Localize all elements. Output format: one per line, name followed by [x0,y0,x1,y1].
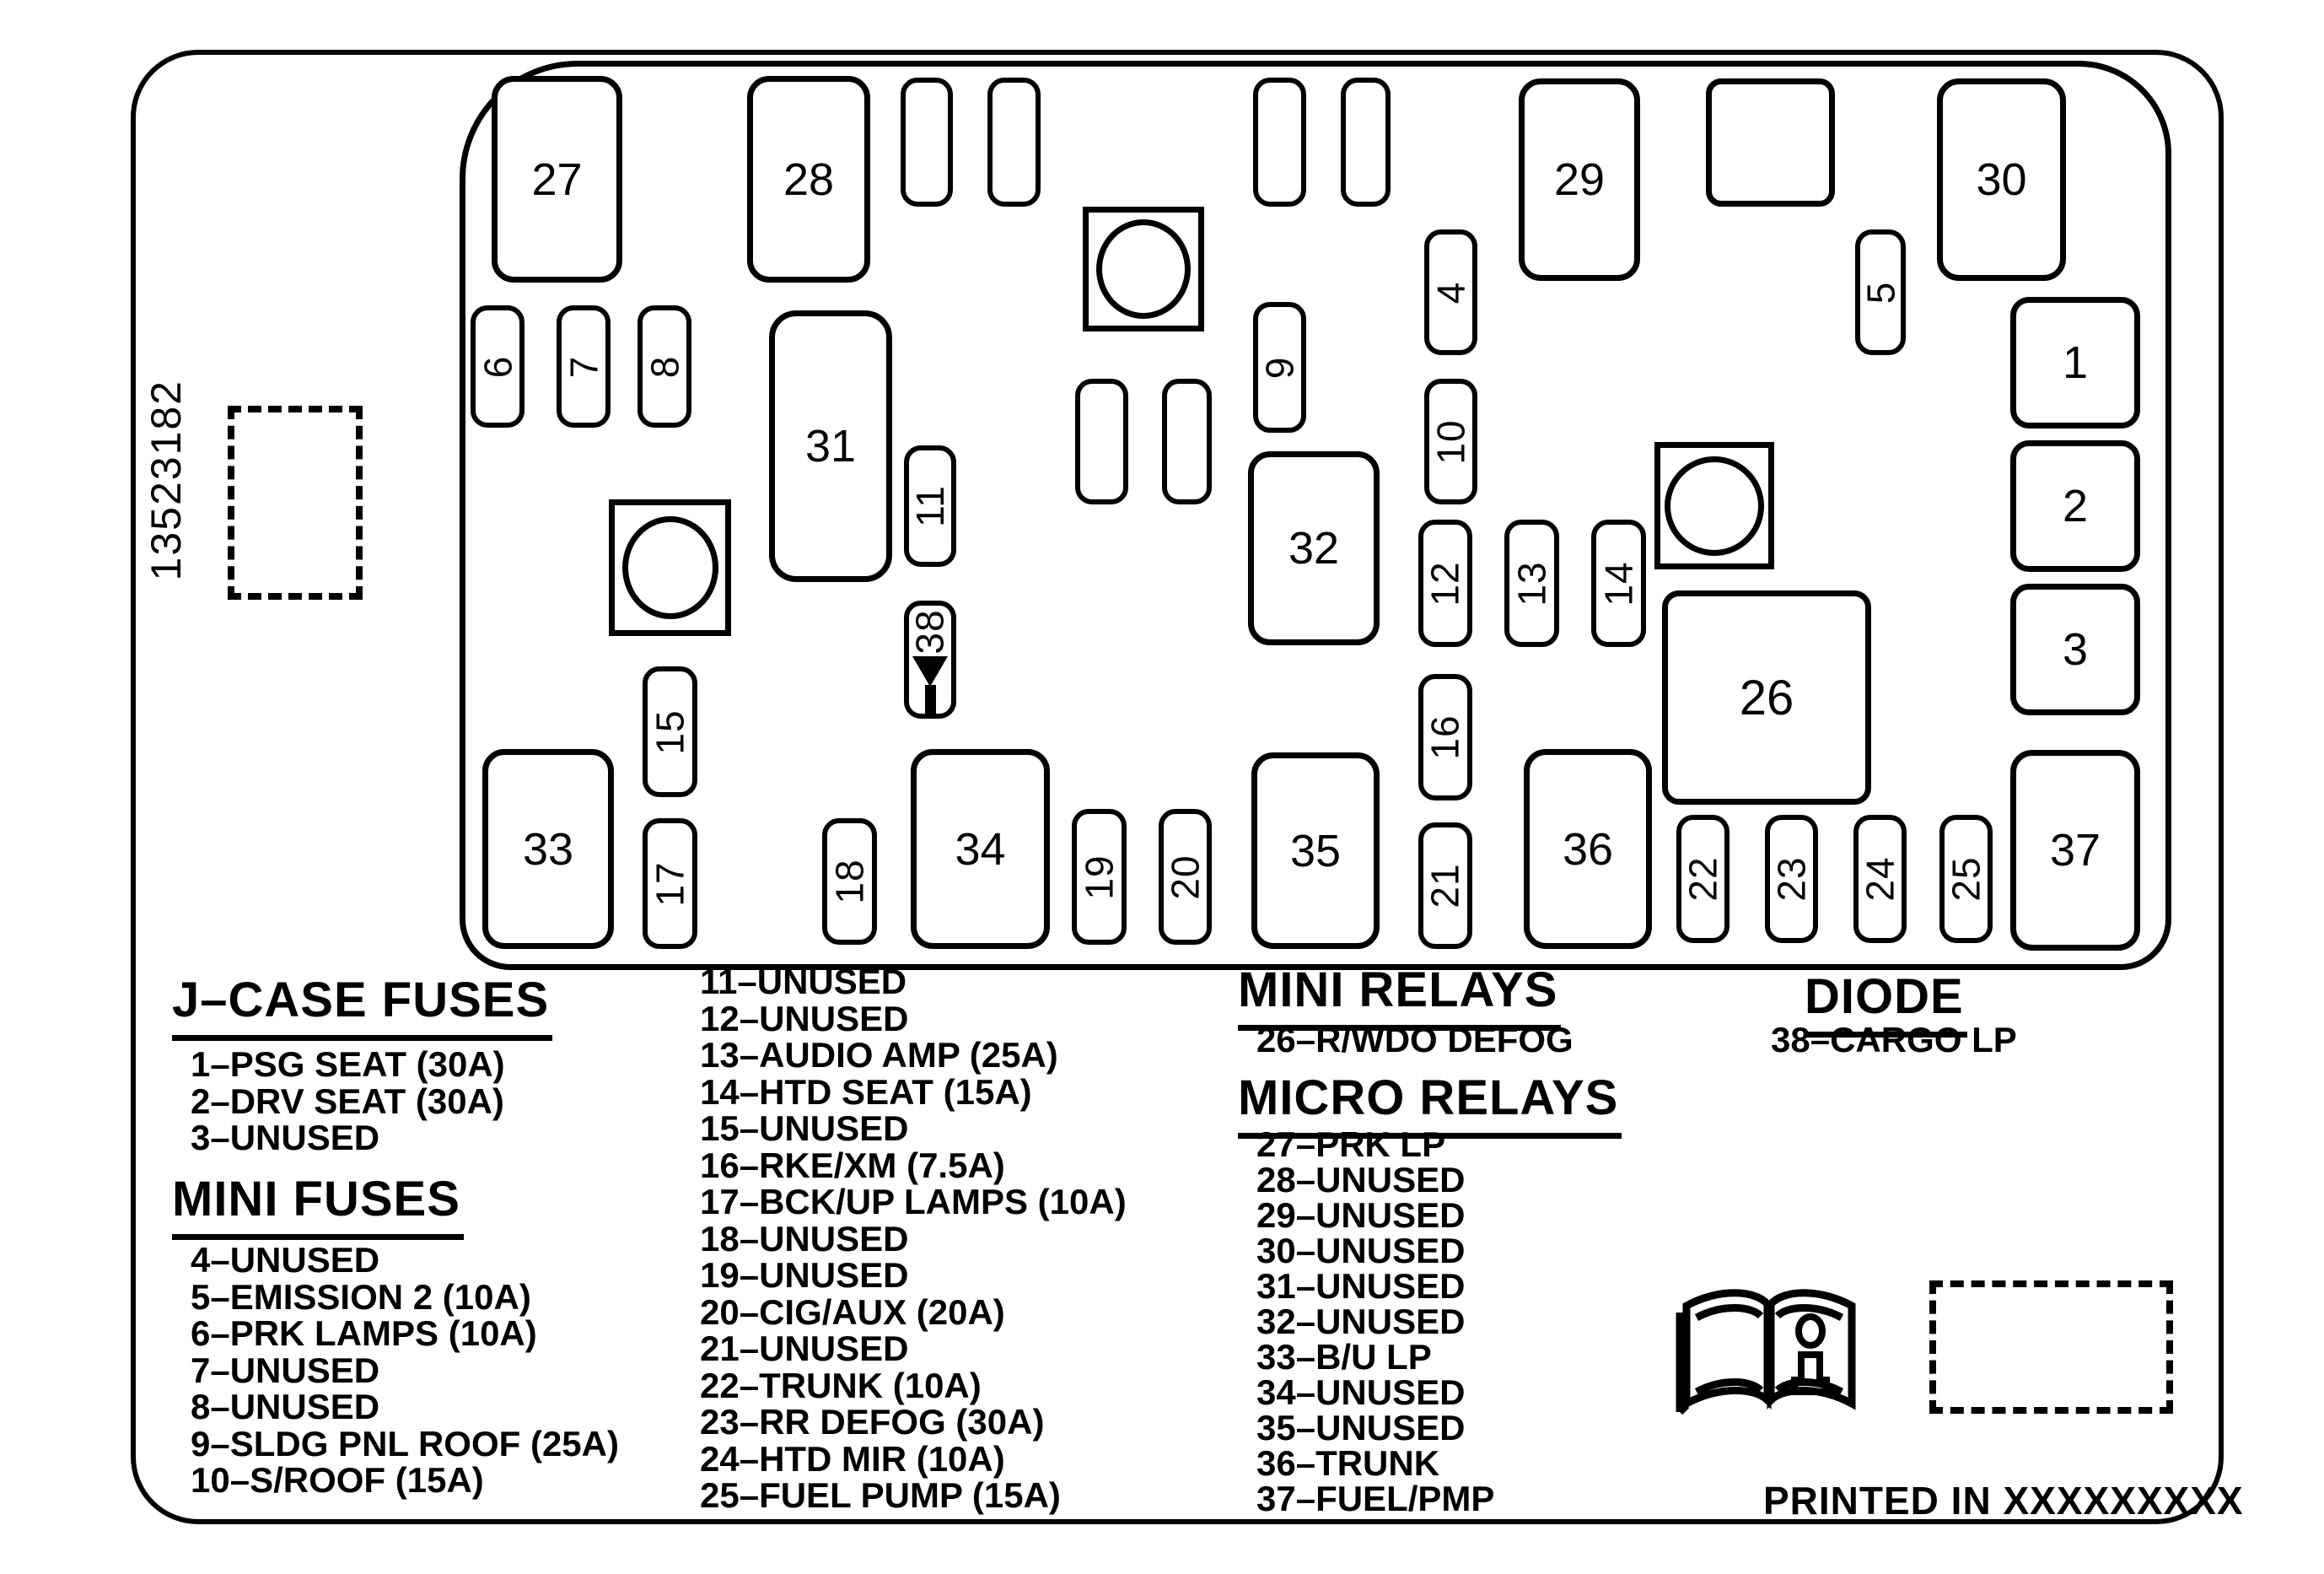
legend-item: 36–TRUNK [1256,1443,1440,1483]
legend-item: 32–UNUSED [1256,1302,1466,1341]
part-number-text: 13523182 [143,379,190,581]
fuse-7 [557,305,611,428]
legend-item: 33–B/U LP [1256,1337,1432,1377]
legend-item: 24–HTD MIR (10A) [700,1438,1005,1479]
fuse-11-label: 11 [907,485,952,527]
fuse-38 [904,601,956,719]
relay-socket-circle [1654,442,1774,569]
part-number [142,368,191,592]
legend-mini-relays-items [1256,1022,1574,1058]
legend-item: 12–UNUSED [700,998,909,1038]
socket-circle-icon [622,516,718,619]
legend-micro-relays-items [1256,1124,1495,1518]
fuse-16 [1418,674,1472,800]
fuse-22 [1676,815,1730,943]
legend-item: 17–BCK/UP LAMPS (10A) [700,1182,1127,1221]
fuse-6-label: 6 [476,355,519,378]
legend-item: 26–R/WDO DEFOG [1256,1020,1574,1059]
fuse-32-label: 32 [1288,523,1340,574]
fuse-19 [1072,809,1127,945]
fuse-29 [1519,78,1640,281]
fuse-37 [2010,750,2140,951]
placeholder-box-left [228,406,363,600]
legend-diode-title: DIODE [1805,968,1967,1038]
fuse-33 [482,749,614,949]
fuse-20 [1159,809,1212,945]
fuse-slot-blank [901,78,953,207]
legend-item: 21–UNUSED [700,1329,909,1368]
fuse-7-label: 7 [562,355,605,378]
relay-socket-blank [1706,78,1835,207]
fuse-26-label: 26 [1739,670,1794,725]
open-book-info-icon [1673,1282,1865,1424]
fuse-slot-blank [987,78,1041,207]
legend-item: 10–S/ROOF (15A) [191,1460,484,1500]
socket-circle-icon [1096,219,1191,319]
fuse-32 [1248,451,1380,645]
fuse-28 [747,76,870,283]
printed-in-note: PRINTED IN XXXXXXXXX [1763,1479,2244,1523]
legend-mini-col2-items [700,963,1127,1514]
fuse-slot-blank [1253,78,1306,207]
fuse-27-label: 27 [531,154,583,205]
fuse-31-label: 31 [804,421,857,472]
legend-item: 4–UNUSED [191,1240,380,1280]
legend-jcase-items [191,1046,505,1156]
fuse-16-label: 16 [1423,714,1468,760]
fuse-23-label: 23 [1769,856,1814,902]
relay-socket-circle [1083,207,1204,332]
fuse-18 [822,818,877,945]
fuse-9 [1253,302,1306,433]
fuse-34 [911,749,1050,949]
down-arrow-icon [912,656,948,714]
fuse-14 [1591,520,1646,647]
fuse-slot-blank [1162,379,1212,504]
fuse-1 [2010,297,2140,429]
legend-item: 20–CIG/AUX (20A) [700,1291,1005,1332]
fuse-30-label: 30 [1976,154,2027,205]
fuse-13-label: 13 [1509,560,1554,606]
fuse-2 [2010,440,2140,572]
fuse-36-label: 36 [1562,823,1614,875]
legend-item: 29–UNUSED [1256,1195,1466,1235]
fuse-19-label: 19 [1077,854,1122,900]
fuse-15-label: 15 [648,709,692,755]
legend-item: 37–FUEL/PMP [1256,1479,1495,1518]
legend-mini-relays-title: MINI RELAYS [1238,962,1561,1031]
fuse-35-label: 35 [1289,825,1342,876]
fuse-24 [1853,815,1907,943]
legend-item: 31–UNUSED [1256,1266,1466,1306]
fuse-33-label: 33 [522,823,574,875]
fuse-8 [637,305,691,428]
fuse-17-label: 17 [648,860,692,907]
fuse-4-label: 4 [1428,281,1473,304]
fuse-25-label: 25 [1944,856,1988,902]
fuse-21-label: 21 [1423,863,1468,908]
fuse-22-label: 22 [1681,856,1725,902]
fuse-slot-blank [1075,379,1128,504]
legend-item: 34–UNUSED [1256,1372,1466,1412]
fuse-14-label: 14 [1596,560,1641,606]
fuse-34-label: 34 [955,823,1006,875]
fuse-36 [1524,749,1652,949]
fuse-12-label: 12 [1423,560,1468,606]
fuse-3-label: 3 [2062,624,2089,675]
legend-item: 16–RKE/XM (7.5A) [700,1145,1005,1185]
fuse-29-label: 29 [1553,154,1606,205]
fuse-24-label: 24 [1858,856,1902,902]
fuse-5-label: 5 [1859,281,1902,304]
fuse-2-label: 2 [2062,481,2089,531]
legend-mini-items [191,1242,619,1499]
fuse-21 [1418,822,1472,949]
legend-mini-title-wrap [172,1171,464,1240]
fuse-9-label: 9 [1257,356,1302,379]
legend-item: 6–PRK LAMPS (10A) [191,1313,537,1353]
legend-micro-relays-title: MICRO RELAYS [1238,1070,1622,1139]
legend-diode-items [1771,1022,2017,1058]
fuse-10-label: 10 [1428,418,1473,465]
legend-jcase-title-wrap [172,972,552,1041]
fuse-12 [1418,520,1472,647]
legend-item: 38–CARGO LP [1771,1020,2017,1059]
fuse-5 [1855,229,1906,355]
fuse-1-label: 1 [2062,337,2089,388]
legend-item: 25–FUEL PUMP (15A) [700,1475,1061,1515]
fuse-20-label: 20 [1163,854,1208,900]
legend-item: 2–DRV SEAT (30A) [191,1081,504,1121]
fuse-38-label: 38 [908,609,953,655]
fuse-26 [1662,590,1871,805]
legend-item: 1–PSG SEAT (30A) [191,1044,505,1084]
fuse-4 [1424,229,1477,355]
fuse-35 [1251,752,1380,949]
legend-mini-title: MINI FUSES [172,1171,464,1240]
legend-item: 7–UNUSED [191,1350,380,1390]
legend-item: 28–UNUSED [1256,1160,1466,1199]
legend-item: 18–UNUSED [700,1218,909,1259]
legend-item: 19–UNUSED [700,1255,909,1295]
legend-item: 23–RR DEFOG (30A) [700,1402,1045,1442]
legend-item: 3–UNUSED [191,1118,380,1157]
fuse-15 [643,666,697,797]
fuse-6 [471,305,525,428]
fuse-25 [1939,815,1993,943]
legend-item: 11–UNUSED [700,962,907,1001]
legend-item: 14–HTD SEAT (15A) [700,1071,1032,1112]
fuse-11 [904,445,956,567]
fuse-10 [1424,379,1477,504]
legend-item: 27–PRK LP [1256,1124,1446,1164]
legend-item: 15–UNUSED [700,1108,909,1148]
fuse-28-label: 28 [783,154,835,205]
relay-socket-circle [609,499,731,636]
socket-circle-icon [1665,456,1764,556]
fuse-31 [769,310,892,582]
legend-item: 30–UNUSED [1256,1231,1466,1270]
fuse-27 [492,76,622,283]
legend-item: 8–UNUSED [191,1387,380,1426]
legend-jcase-title: J–CASE FUSES [172,972,552,1041]
fuse-slot-blank [1341,78,1391,207]
legend-item: 5–EMISSION 2 (10A) [191,1276,531,1317]
legend-item: 13–AUDIO AMP (25A) [700,1035,1058,1075]
fuse-23 [1765,815,1818,943]
fuse-30 [1937,78,2066,281]
legend-item: 35–UNUSED [1256,1408,1466,1447]
legend-item: 22–TRUNK (10A) [700,1365,982,1405]
fuse-8-label: 8 [643,355,686,378]
fuse-13 [1504,520,1559,647]
fuse-18-label: 18 [827,859,872,904]
fuse-17 [643,818,697,949]
placeholder-box-right [1929,1280,2173,1414]
fuse-37-label: 37 [2049,825,2101,876]
fuse-3 [2010,584,2140,715]
legend-item: 9–SLDG PNL ROOF (25A) [191,1423,619,1463]
